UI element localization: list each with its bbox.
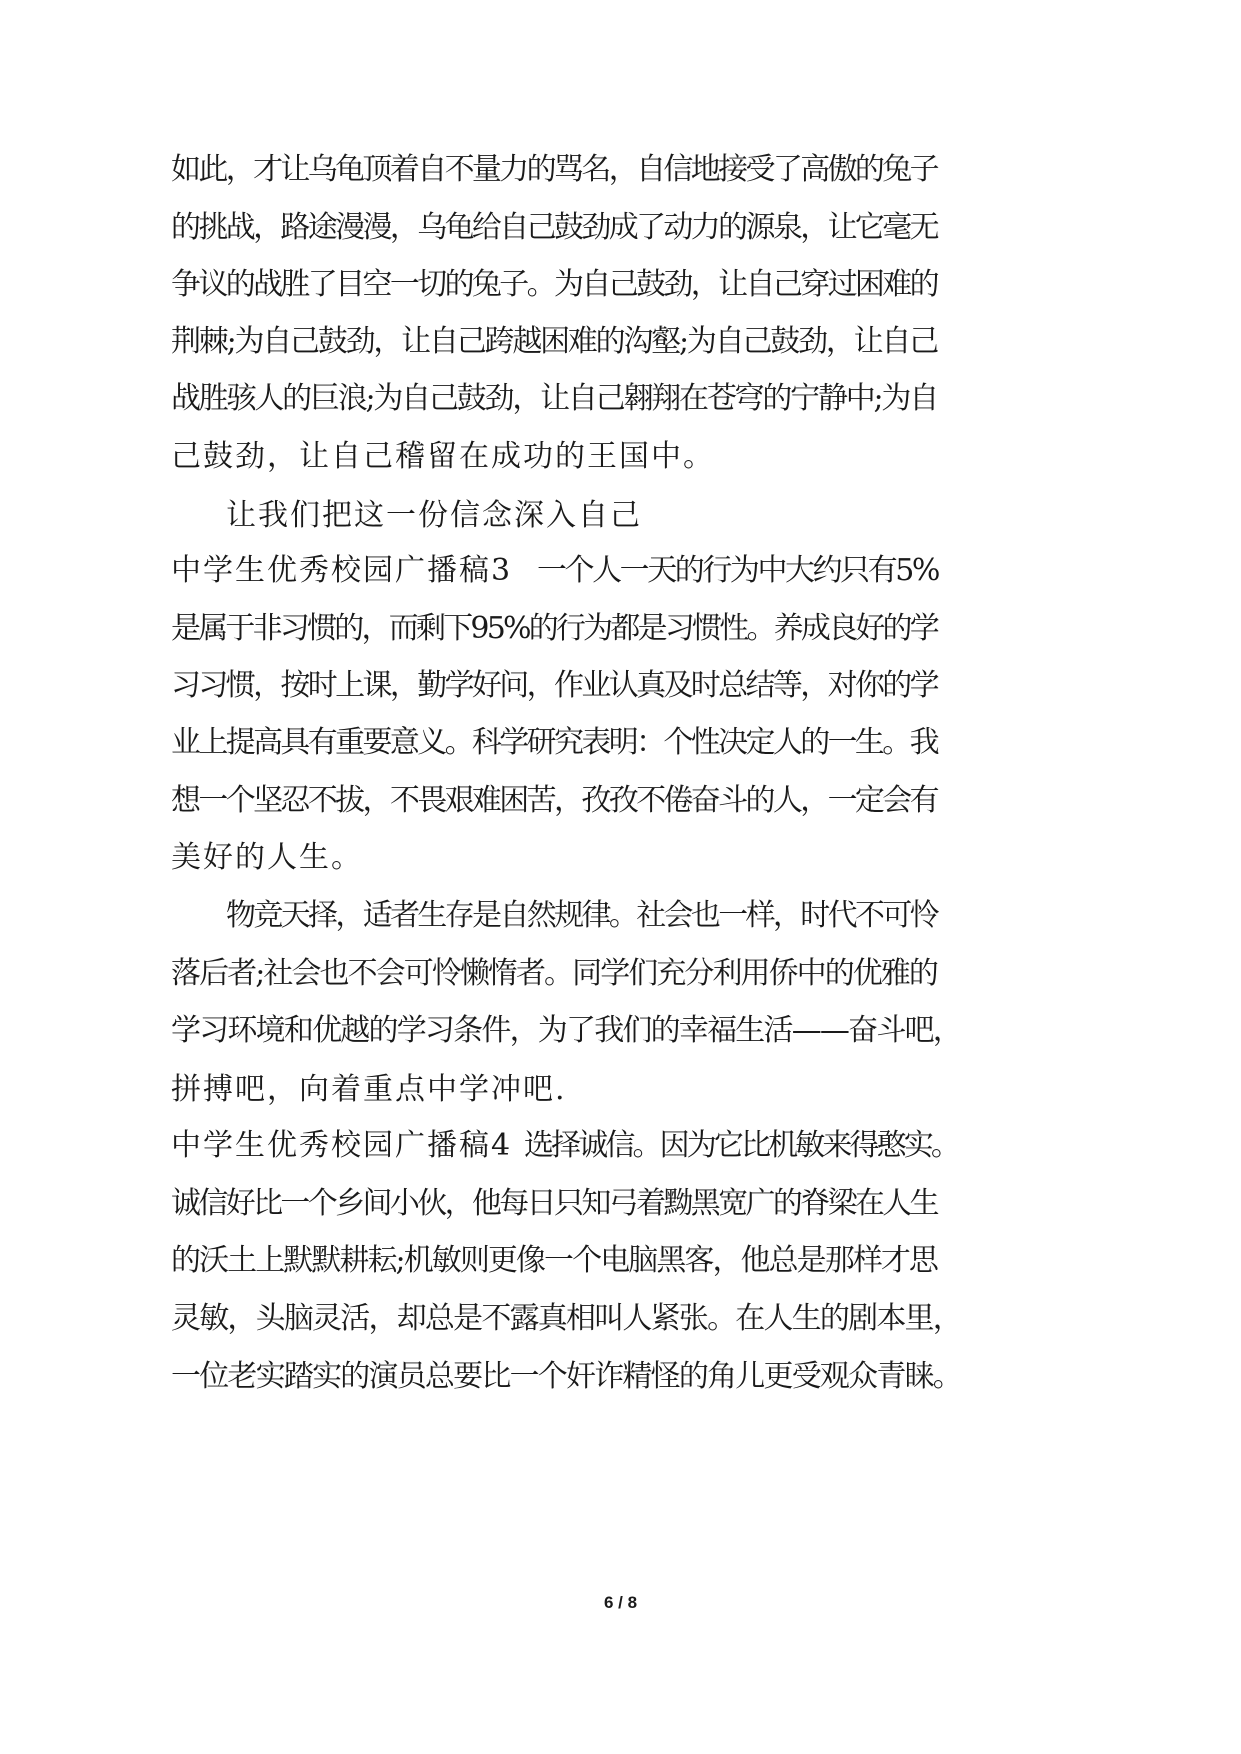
line-text: 如此，才让乌龟顶着自不量力的骂名，自信地接受了高傲的兔子 <box>171 152 937 187</box>
line-text: 中学生优秀校园广播稿3 <box>171 553 513 588</box>
line-text: 荆棘;为自己鼓劲，让自己跨越困难的沟壑;为自己鼓劲，让自己 <box>171 324 937 359</box>
line-text: 诚信好比一个乡间小伙，他每日只知弓着黝黑宽广的脊梁在人生 <box>171 1186 937 1221</box>
line-text-continued: 一个人一天的行为中大约只有5% <box>537 553 938 588</box>
line-text: 争议的战胜了目空一切的兔子。为自己鼓劲，让自己穿过困难的 <box>171 267 937 302</box>
line-text: 让我们把这一份信念深入自己 <box>226 498 642 533</box>
line-text: 是属于非习惯的，而剩下95%的行为都是习惯性。养成良好的学 <box>171 611 937 646</box>
line-text: 想一个坚忍不拔，不畏艰难困苦，孜孜不倦奋斗的人，一定会有 <box>171 783 937 818</box>
line-text: 落后者;社会也不会可怜懒惰者。同学们充分利用侨中的优雅的 <box>171 956 937 991</box>
line-text: 拼搏吧，向着重点中学冲吧. <box>171 1072 567 1107</box>
line-text: 学习环境和优越的学习条件，为了我们的幸福生活——奋斗吧， <box>171 1013 961 1048</box>
line-text: 的挑战，路途漫漫，乌龟给自己鼓劲成了动力的源泉，让它毫无 <box>171 210 937 245</box>
line-text: 物竞天择，适者生存是自然规律。社会也一样，时代不可怜 <box>226 898 937 933</box>
line-text: 习习惯，按时上课，勤学好问，作业认真及时总结等，对你的学 <box>171 668 937 703</box>
line-text: 己鼓劲，让自己稽留在成功的王国中。 <box>171 439 715 474</box>
line-text-continued: 选择诚信。因为它比机敏来得憨实。 <box>524 1128 958 1163</box>
line-text: 战胜骇人的巨浪;为自己鼓劲，让自己翱翔在苍穹的宁静中;为自 <box>171 381 937 416</box>
line-text: 中学生优秀校园广播稿4 <box>171 1128 513 1163</box>
line-text: 的沃土上默默耕耘;机敏则更像一个电脑黑客，他总是那样才思 <box>171 1243 937 1278</box>
line-text: 美好的人生。 <box>171 840 363 875</box>
line-text: 业上提高具有重要意义。科学研究表明：个性决定人的一生。我 <box>171 725 937 760</box>
line-text: 一位老实踏实的演员总要比一个奸诈精怪的角儿更受观众青睐。 <box>171 1359 961 1394</box>
line-text: 灵敏，头脑灵活，却总是不露真相叫人紧张。在人生的剧本里， <box>171 1301 961 1336</box>
page-number: 6 / 8 <box>603 1593 638 1612</box>
